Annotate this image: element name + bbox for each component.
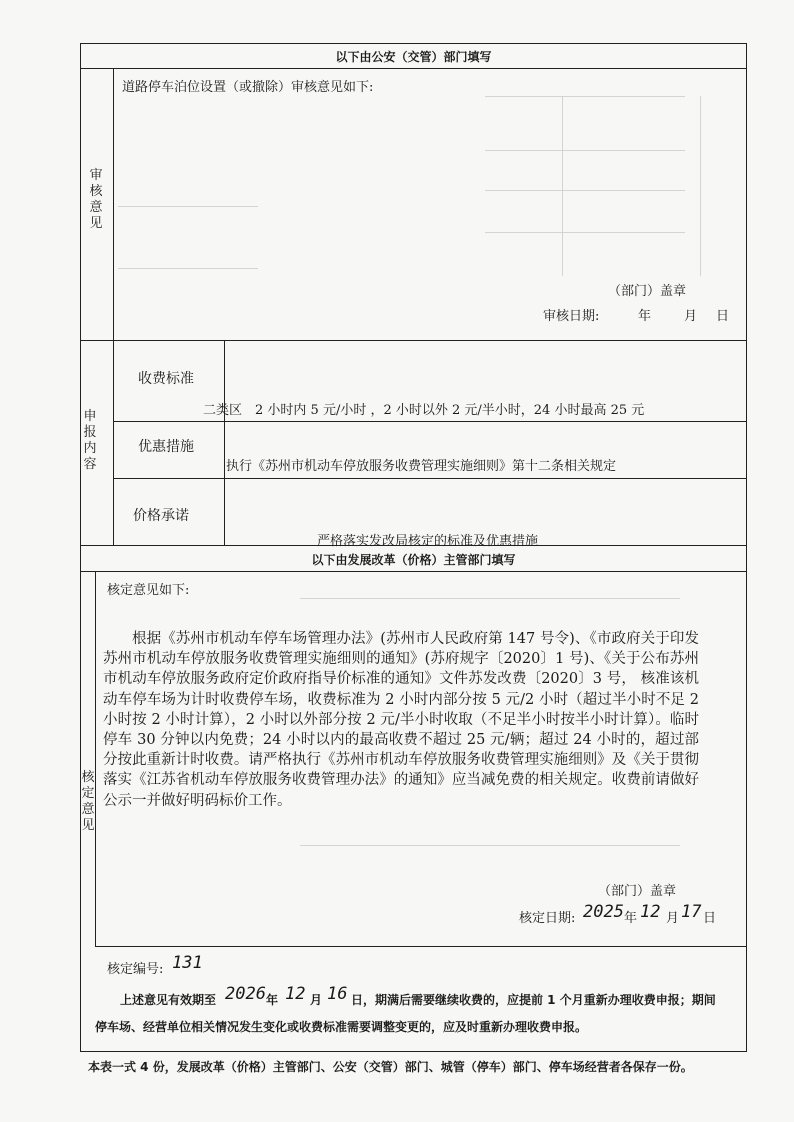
price-date-year-handwritten: 2025 bbox=[583, 902, 624, 922]
validity-year: 年 bbox=[266, 993, 279, 1007]
police-date-month: 月 bbox=[684, 309, 698, 324]
police-section-header: 以下由公安（交管）部门填写 bbox=[335, 50, 492, 64]
price-seal-label: （部门）盖章 bbox=[598, 884, 677, 899]
bleed-line bbox=[118, 206, 258, 207]
police-date-label: 审核日期: bbox=[543, 309, 600, 324]
validity-month: 月 bbox=[310, 993, 323, 1007]
police-seal-label: （部门）盖章 bbox=[608, 284, 687, 299]
discount-label: 优惠措施 bbox=[138, 439, 194, 455]
fee-standard-label: 收费标准 bbox=[138, 371, 194, 387]
price-promise-value: 严格落实发改局核定的标准及优惠措施 bbox=[317, 534, 539, 549]
bleed-line bbox=[562, 96, 563, 276]
price-date-day: 日 bbox=[703, 911, 717, 926]
discount-value: 执行《苏州市机动车停放服务收费管理实施细则》第十二条相关规定 bbox=[226, 459, 617, 474]
price-date-day-handwritten: 17 bbox=[681, 902, 702, 922]
price-opinion-body: 根据《苏州市机动车停车场管理办法》(苏州市人民政府第 147 号令)、《市政府关于印发苏州市机动车停放服务收费管理实施细则的通知》(苏府规字〔2020〕1 号)、《关于公布苏州市机动车停放服务政府定价政府指导价标准的通知》文件苏发改费〔2020〕3 号， 核准该机动车停车场为计时收费停车场，收费标准为 2 小时内部分按 5 元/2 小时（超过半小时不足 2 小时按 2 小时计算），2 小时以外部分按 2 元/半小时收取（不足半小时按半小时计算）。临时停车 30 分钟以内免费；24 小时以内的最高收费不超过 25 元/辆；超过 24 小时的，超过部分按此重新计时收费。请严格执行《苏州市机动车停放服务收费管理实施细则》及《关于贯彻落实《江苏省机动车停放服务收费管理办法》的通知》应当减免费的相关规定。收费前请做好公示一并做好明码标价工作。 bbox=[103, 631, 699, 809]
price-promise-label: 价格承诺 bbox=[133, 508, 189, 524]
footer-note: 本表一式 4 份，发展改革（价格）主管部门、公安（交管）部门、城管（停车）部门、停车场经营者各保存一份。 bbox=[88, 1060, 693, 1074]
validity-month-handwritten: 12 bbox=[285, 984, 306, 1004]
validity-year-handwritten: 2026 bbox=[225, 984, 266, 1004]
bleed-line bbox=[485, 190, 685, 191]
bleed-line bbox=[300, 598, 680, 599]
price-date-year: 年 bbox=[624, 911, 638, 926]
fee-standard-value: 二类区 2 小时内 5 元/小时 ，2 小时以外 2 元/半小时，24 小时最高 25 元 bbox=[203, 403, 645, 418]
police-date-day: 日 bbox=[716, 309, 730, 324]
price-date-month: 月 bbox=[666, 911, 680, 926]
approval-number-handwritten: 131 bbox=[172, 953, 203, 973]
validity-line2: 停车场、经营单位相关情况发生变化或收费标准需要调整变更的，应及时重新办理收费申报。 bbox=[95, 1020, 588, 1034]
bleed-line bbox=[485, 232, 685, 233]
application-row-label: 申报内容 bbox=[83, 409, 97, 472]
price-date-label: 核定日期: bbox=[519, 911, 576, 926]
police-opinion-intro: 道路停车泊位设置（或撤除）审核意见如下: bbox=[122, 80, 374, 95]
validity-prefix: 上述意见有效期至 bbox=[120, 993, 217, 1007]
validity-day-suffix: 日，期满后需要继续收费的，应提前 1 个月重新办理收费申报；期间 bbox=[351, 993, 716, 1007]
price-opinion-intro: 核定意见如下: bbox=[107, 583, 190, 598]
bleed-line bbox=[700, 96, 701, 276]
price-row-label: 核定意见 bbox=[81, 770, 95, 833]
police-date-year: 年 bbox=[638, 309, 652, 324]
price-date-month-handwritten: 12 bbox=[640, 902, 661, 922]
price-section-header: 以下由发展改革（价格）主管部门填写 bbox=[311, 553, 516, 567]
bleed-line bbox=[485, 150, 685, 151]
approval-number-label: 核定编号: bbox=[107, 962, 164, 977]
police-row-label: 审核意见 bbox=[89, 168, 103, 231]
bleed-line bbox=[118, 268, 258, 269]
bleed-line bbox=[300, 845, 680, 846]
bleed-line bbox=[485, 96, 685, 97]
validity-day-handwritten: 16 bbox=[327, 984, 348, 1004]
